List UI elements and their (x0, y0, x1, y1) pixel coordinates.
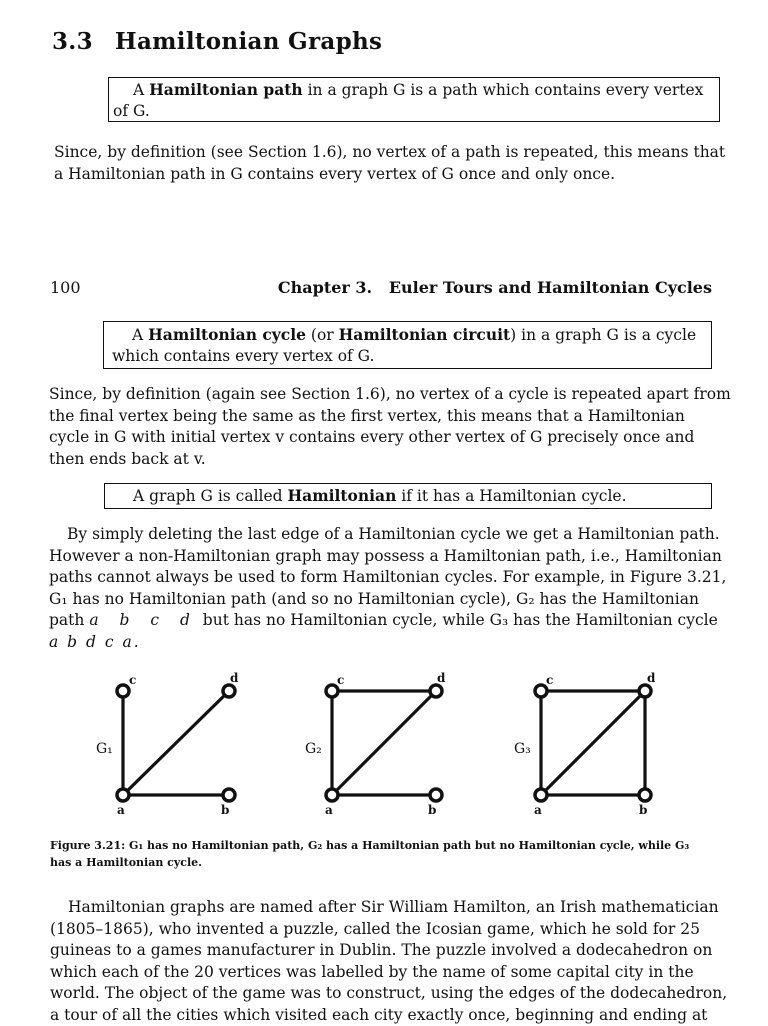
graph-g1-edges (123, 691, 229, 795)
vertex-label-c: c (129, 673, 136, 687)
vertex-c (117, 685, 129, 697)
graph-g2-edges (332, 691, 436, 795)
figure-3-21 (0, 660, 768, 830)
text-line: Since, by definition (again see Section 1.6), no vertex of a cycle is repeated apart from (49, 384, 731, 406)
chapter-title: Chapter 3. Euler Tours and Hamiltonian Cycles (278, 278, 712, 297)
path-sequence: a b c d (89, 611, 198, 629)
text-line: a tour of all the cities which visited each city exactly once, beginning and ending at (50, 1005, 727, 1026)
def-cycle-prefix: A (132, 326, 148, 344)
text-line: G₁ has no Hamiltonian path (and so no Hamiltonian cycle), G₂ has the Hamiltonian (49, 589, 726, 611)
definition-box-hamiltonian-path (108, 77, 720, 122)
vertex-b (430, 789, 442, 801)
graph-labels (96, 741, 531, 757)
edge-a-d (123, 691, 229, 795)
section-heading (52, 28, 382, 55)
paragraph-3 (49, 524, 726, 653)
vertex-d (639, 685, 651, 697)
graph-label-g2: G₂ (305, 741, 322, 757)
vertex-label-d: d (230, 671, 239, 685)
text-line: the final vertex being the same as the first vertex, this means that a Hamiltonian (49, 406, 731, 428)
graph-label-g1: G₁ (96, 741, 113, 757)
vertex-label-a: a (534, 803, 542, 817)
vertex-label-b: b (221, 803, 229, 817)
graph-label-g3: G₃ (514, 741, 531, 757)
vertex-label-d: d (647, 671, 656, 685)
text-line: However a non-Hamiltonian graph may possess a Hamiltonian path, i.e., Hamiltonian (49, 546, 726, 568)
term-hamiltonian-circuit: Hamiltonian circuit (339, 325, 510, 344)
text-line: then ends back at v. (49, 449, 731, 471)
running-head (50, 278, 712, 300)
section-title: Hamiltonian Graphs (115, 28, 382, 55)
vertex-label-a: a (117, 803, 125, 817)
caption-line: has a Hamiltonian cycle. (50, 854, 689, 871)
vertex-a (117, 789, 129, 801)
figure-caption (50, 837, 689, 871)
term-hamiltonian-cycle: Hamiltonian cycle (148, 325, 306, 344)
def-graph-suffix: if it has a Hamiltonian cycle. (396, 487, 626, 505)
definition-box-hamiltonian-cycle (103, 321, 712, 369)
edge-a-d (541, 691, 645, 795)
def-cycle-mid: (or (306, 326, 339, 344)
definition-box-hamiltonian-graph (104, 483, 712, 509)
vertex-d (223, 685, 235, 697)
def-cycle-suffix: ) in a graph G is a cycle (510, 326, 696, 344)
paragraph-1 (54, 142, 725, 185)
text-line: cycle in G with initial vertex v contains every other vertex of G precisely once and (49, 427, 731, 449)
vertex-d (430, 685, 442, 697)
def-graph-prefix: A graph G is called (133, 487, 288, 505)
graph-g3-edges (541, 691, 645, 795)
vertex-b (223, 789, 235, 801)
vertex-b (639, 789, 651, 801)
text-line: world. The object of the game was to construct, using the edges of the dodecahedron, (50, 983, 727, 1005)
text-line: a Hamiltonian path in G contains every vertex of G once and only once. (54, 164, 725, 186)
paragraph-2 (49, 384, 731, 470)
def-path-suffix: in a graph G is a path which contains every vertex (303, 81, 704, 99)
vertex-label-c: c (546, 673, 553, 687)
text-line: Hamiltonian graphs are named after Sir William Hamilton, an Irish mathematician (50, 897, 727, 919)
text-span: path (49, 611, 89, 629)
text-line: (1805–1865), who invented a puzzle, called the Icosian game, which he sold for 25 (50, 919, 727, 941)
vertex-a (535, 789, 547, 801)
text-line: which each of the 20 vertices was labelled by the name of some capital city in the (50, 962, 727, 984)
vertex-label-d: d (437, 671, 446, 685)
vertex-a (326, 789, 338, 801)
text-line (49, 610, 726, 632)
edge-a-d (332, 691, 436, 795)
vertex-label-a: a (325, 803, 333, 817)
cycle-sequence: a b d c a. (49, 632, 726, 654)
caption-line: Figure 3.21: G₁ has no Hamiltonian path, G₂ has a Hamiltonian path but no Hamiltonian cycle, while G₃ (50, 837, 689, 854)
text-line: Since, by definition (see Section 1.6), no vertex of a path is repeated, this means that (54, 142, 725, 164)
paragraph-4 (50, 897, 727, 1026)
term-hamiltonian-path: Hamiltonian path (149, 80, 303, 99)
def-path-line2: of G. (113, 101, 715, 122)
text-span: but has no Hamiltonian cycle, while G₃ has the Hamiltonian cycle (198, 611, 718, 629)
vertex-label-c: c (337, 673, 344, 687)
def-cycle-line2: which contains every vertex of G. (108, 346, 707, 367)
text-line: paths cannot always be used to form Hamiltonian cycles. For example, in Figure 3.21, (49, 567, 726, 589)
term-hamiltonian: Hamiltonian (288, 486, 397, 505)
section-number: 3.3 (52, 28, 93, 55)
vertex-label-b: b (639, 803, 647, 817)
text-line: guineas to a games manufacturer in Dublin. The puzzle involved a dodecahedron on (50, 940, 727, 962)
vertex-label-b: b (428, 803, 436, 817)
def-path-prefix: A (133, 81, 149, 99)
page-number: 100 (50, 278, 81, 297)
text-line: By simply deleting the last edge of a Hamiltonian cycle we get a Hamiltonian path. (49, 524, 726, 546)
